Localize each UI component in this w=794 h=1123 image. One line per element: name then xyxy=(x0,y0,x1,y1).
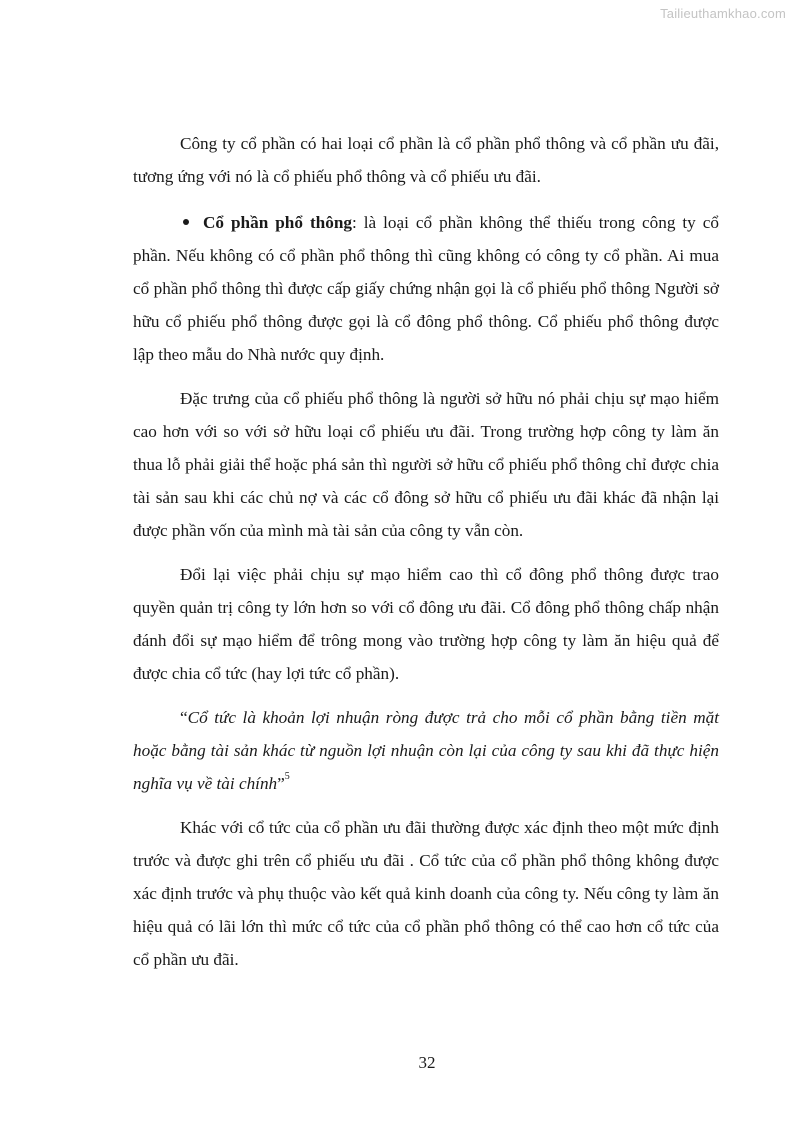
paragraph-characteristics: Đặc trưng của cổ phiếu phổ thông là người sở hữu nó phải chịu sự mạo hiểm cao hơn với so với sở hữu loại cổ phiếu ưu đãi. Trong trường hợp công ty làm ăn thua lỗ phải giải thể hoặc phá sản thì người sở hữu cổ phiếu phổ thông chỉ được chia tài sản sau khi các chủ nợ và các cổ đông sở hữu cổ phiếu ưu đãi khác đã nhận lại được phần vốn của mình mà tài sản của công ty vẫn còn. xyxy=(133,389,719,540)
quote-close-mark: ” xyxy=(277,774,285,793)
watermark: Tailieuthamkhao.com xyxy=(660,6,786,21)
paragraph-quote xyxy=(133,701,719,800)
quote-text: Cổ tức là khoản lợi nhuận ròng được trả cho mỗi cổ phần bằng tiền mặt hoặc bằng tài sản khác từ nguồn lợi nhuận còn lại của công ty sau khi đã thực hiện nghĩa vụ về tài chính xyxy=(133,708,719,793)
page-number: 32 xyxy=(418,1053,436,1072)
term-common-shares: Cổ phần phổ thông xyxy=(203,213,352,232)
paragraph-intro: Công ty cổ phần có hai loại cổ phần là cổ phần phổ thông và cổ phần ưu đãi, tương ứng với nó là cổ phiếu phổ thông và cổ phiếu ưu đãi. xyxy=(133,134,719,186)
definition-common-shares: : là loại cổ phần không thể thiếu trong công ty cổ phần. Nếu không có cổ phần phổ thông thì cũng không có công ty cổ phần. Ai mua cổ phần phổ thông thì được cấp giấy chứng nhận gọi là cổ phiếu phổ thông Người sở hữu cổ phiếu phổ thông được gọi là cổ đông phổ thông. Cổ phiếu phổ thông được lập theo mẫu do Nhà nước quy định. xyxy=(133,213,719,364)
paragraph-bullet-common-shares xyxy=(133,206,719,371)
paragraph-dividends: Khác với cổ tức của cổ phần ưu đãi thường được xác định theo một mức định trước và được ghi trên cổ phiếu ưu đãi . Cổ tức của cổ phần phổ thông không được xác định trước và phụ thuộc vào kết quả kinh doanh của công ty. Nếu công ty làm ăn hiệu quả có lãi lớn thì mức cổ tức của cổ phần phổ thông có thể cao hơn cổ tức của cổ phần ưu đãi. xyxy=(133,818,719,969)
footnote-reference[interactable]: 5 xyxy=(284,771,290,783)
bullet-icon xyxy=(183,219,189,225)
document-body xyxy=(133,127,719,987)
quote-open-mark: “ xyxy=(180,708,188,727)
paragraph-governance: Đổi lại việc phải chịu sự mạo hiểm cao thì cổ đông phổ thông được trao quyền quản trị công ty lớn hơn so với cổ đông ưu đãi. Cổ đông phổ thông chấp nhận đánh đổi sự mạo hiểm để trông mong vào trường hợp công ty làm ăn hiệu quả để được chia cổ tức (hay lợi tức cổ phần). xyxy=(133,565,719,683)
